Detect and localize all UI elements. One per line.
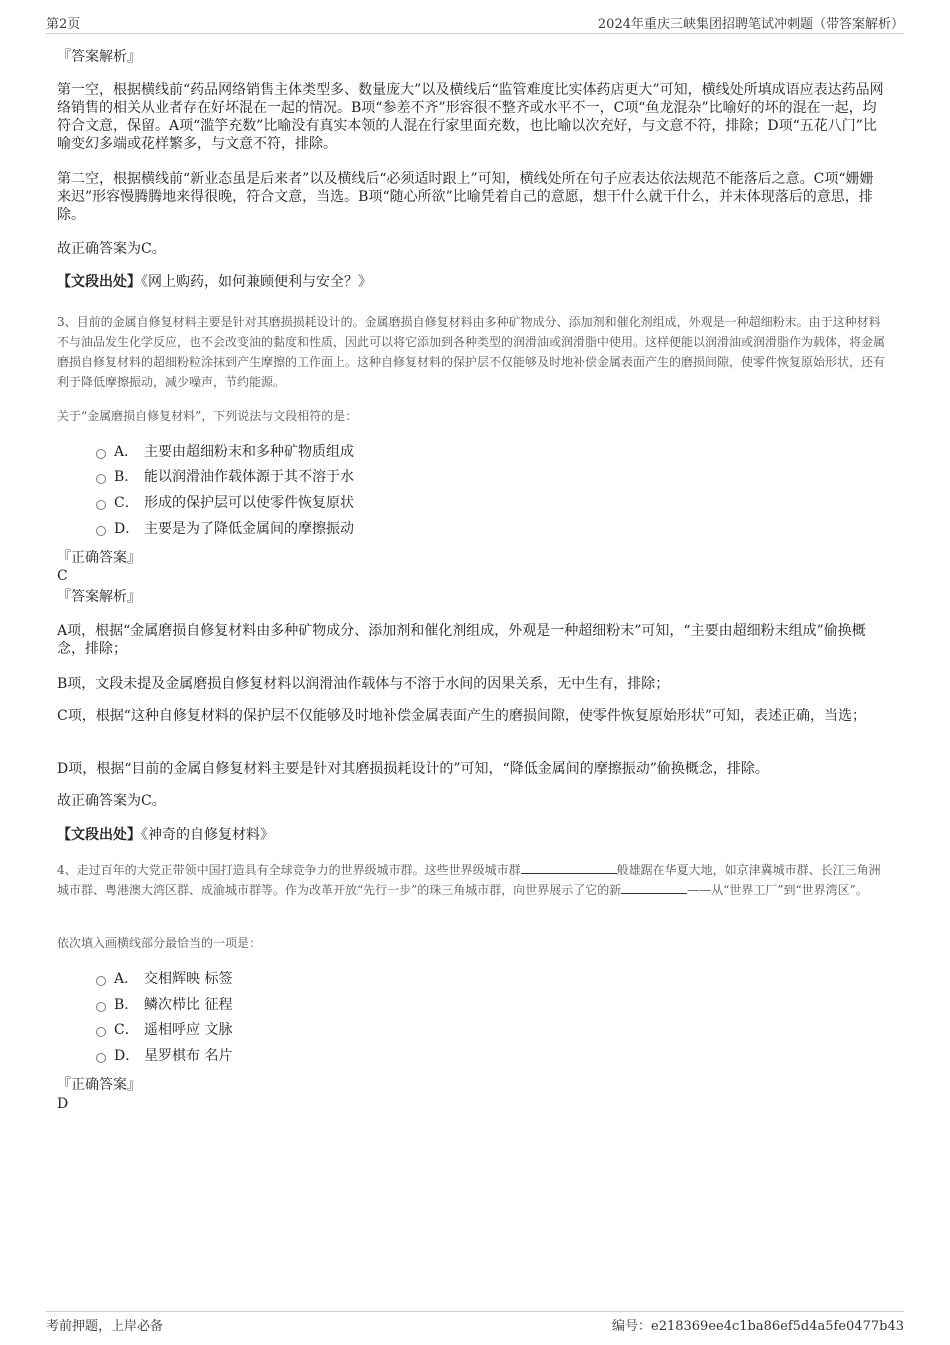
q3-passage: 3、目前的金属自修复材料主要是针对其磨损损耗设计的。金属磨损自修复材料由多种矿物成分、添加剂和催化剂组成，外观是一种超细粉末。由于这种材料不与油品发生化学反应，也不会改变油的黏度和性质，因此可以将它添加到各种类型的润滑油或润滑脂中使用。这样便能以润滑油或润滑脂作为载体，将金属磨损自修复材料的超细粉粒涂抹到产生摩擦的工作面上。这种自修复材料的保护层不仅能够及时地补偿金属表面产生的磨损间隙，使零件恢复原始形状，还有利于降低摩擦振动，减少噪声，节约能源。 xyxy=(57,315,886,389)
q3-option-c[interactable]: C． 形成的保护层可以使零件恢复原状 xyxy=(96,493,354,513)
page-number: 第2页 xyxy=(46,17,81,32)
page-header xyxy=(46,13,904,34)
q2-conclusion: 故正确答案为C。 xyxy=(57,241,166,257)
source-label: 【文段出处】 xyxy=(57,274,141,290)
footer-slogan: 考前押题，上岸必备 xyxy=(46,1319,164,1334)
source-title: 《网上购药，如何兼顾便利与安全？》 xyxy=(141,274,372,290)
q4-passage: 4、走过百年的大党正带领中国打造具有全球竞争力的世界级城市群。这些世界级城市群 般雄踞在华夏大地，如京津冀城市群、长江三角洲城市群、粤港澳大湾区群、成渝城市群等。作为改革开放“先行一步”的珠三角城市群，向世界展示了它的新 ——从“世界工厂”到“世界湾区”。 xyxy=(57,863,881,897)
q3-source xyxy=(57,826,887,844)
q3-analysis-c: C项，根据“这种自修复材料的保护层不仅能够及时地补偿金属表面产生的磨损间隙，使零件恢复原始形状”可知，表述正确，当选； xyxy=(57,708,867,724)
q4-answer: D xyxy=(57,1096,69,1112)
q3-answer: C xyxy=(57,568,68,584)
q2-analysis-label: 『答案解析』 xyxy=(57,49,141,65)
radio-icon[interactable] xyxy=(96,976,106,986)
blank-2 xyxy=(621,893,687,894)
q4-question: 依次填入画横线部分最恰当的一项是： xyxy=(57,936,262,950)
radio-icon[interactable] xyxy=(96,449,106,459)
q3-answer-label: 『正确答案』 xyxy=(57,550,141,566)
blank-1 xyxy=(521,873,617,874)
radio-icon[interactable] xyxy=(96,1027,106,1037)
q4-option-c[interactable]: C． 遥相呼应 文脉 xyxy=(96,1020,232,1040)
document-title: 2024年重庆三峡集团招聘笔试冲刺题（带答案解析） xyxy=(597,17,904,32)
radio-icon[interactable] xyxy=(96,500,106,510)
footer-serial: 编号：e218369ee4c1ba86ef5d4a5fe0477b43 xyxy=(612,1319,904,1334)
q3-question: 关于“金属磨损自修复材料”，下列说法与文段相符的是： xyxy=(57,409,358,423)
source-title: 《神奇的自修复材料》 xyxy=(141,827,274,843)
q4-option-d[interactable]: D． 星罗棋布 名片 xyxy=(96,1046,232,1066)
radio-icon[interactable] xyxy=(96,1002,106,1012)
q4-option-a[interactable]: A． 交相辉映 标签 xyxy=(96,969,232,989)
q2-source xyxy=(57,273,887,291)
radio-icon[interactable] xyxy=(96,1053,106,1063)
q3-conclusion: 故正确答案为C。 xyxy=(57,793,166,809)
q4-option-b[interactable]: B． 鳞次栉比 征程 xyxy=(96,995,232,1015)
q3-option-b[interactable]: B． 能以润滑油作载体源于其不溶于水 xyxy=(96,467,354,487)
radio-icon[interactable] xyxy=(96,526,106,536)
q3-analysis-a: A项，根据“金属磨损自修复材料由多种矿物成分、添加剂和催化剂组成，外观是一种超细粉末”可知，“主要由超细粉末组成”偷换概念，排除； xyxy=(57,623,866,657)
q2-analysis-para2: 第二空，根据横线前“新业态虽是后来者”以及横线后“必须适时跟上”可知，横线处所在句子应表达依法规范不能落后之意。C项“姗姗来迟”形容慢腾腾地来得很晚，符合文意，当选。B项“随心所欲”比喻凭着自己的意愿，想干什么就干什么，并未体现落后的意思，排除。 xyxy=(57,171,874,223)
radio-icon[interactable] xyxy=(96,474,106,484)
q3-option-a[interactable]: A． 主要由超细粉末和多种矿物质组成 xyxy=(96,442,354,462)
q3-analysis-d: D项，根据“目前的金属自修复材料主要是针对其磨损损耗设计的”可知，“降低金属间的摩擦振动”偷换概念，排除。 xyxy=(57,761,769,777)
q3-analysis-b: B项，文段未提及金属磨损自修复材料以润滑油作载体与不溶于水间的因果关系，无中生有，排除； xyxy=(57,676,670,692)
q2-analysis-para1: 第一空，根据横线前“药品网络销售主体类型多、数量庞大”以及横线后“监管难度比实体药店更大”可知，横线处所填成语应表达药品网络销售的相关从业者存在好坏混在一起的情况。B项“参差不齐”形容很不整齐或水平不一，C项“鱼龙混杂”比喻好的坏的混在一起，均符合文意，保留。A项“滥竽充数”比喻没有真实本领的人混在行家里面充数，也比喻以次充好，与文意不符，排除；D项“五花八门”比喻变幻多端或花样繁多，与文意不符，排除。 xyxy=(57,82,884,152)
q3-option-d[interactable]: D． 主要是为了降低金属间的摩擦振动 xyxy=(96,519,354,539)
q3-analysis-label: 『答案解析』 xyxy=(57,589,141,605)
source-label: 【文段出处】 xyxy=(57,827,141,843)
q4-answer-label: 『正确答案』 xyxy=(57,1077,141,1093)
page-footer xyxy=(46,1311,904,1332)
